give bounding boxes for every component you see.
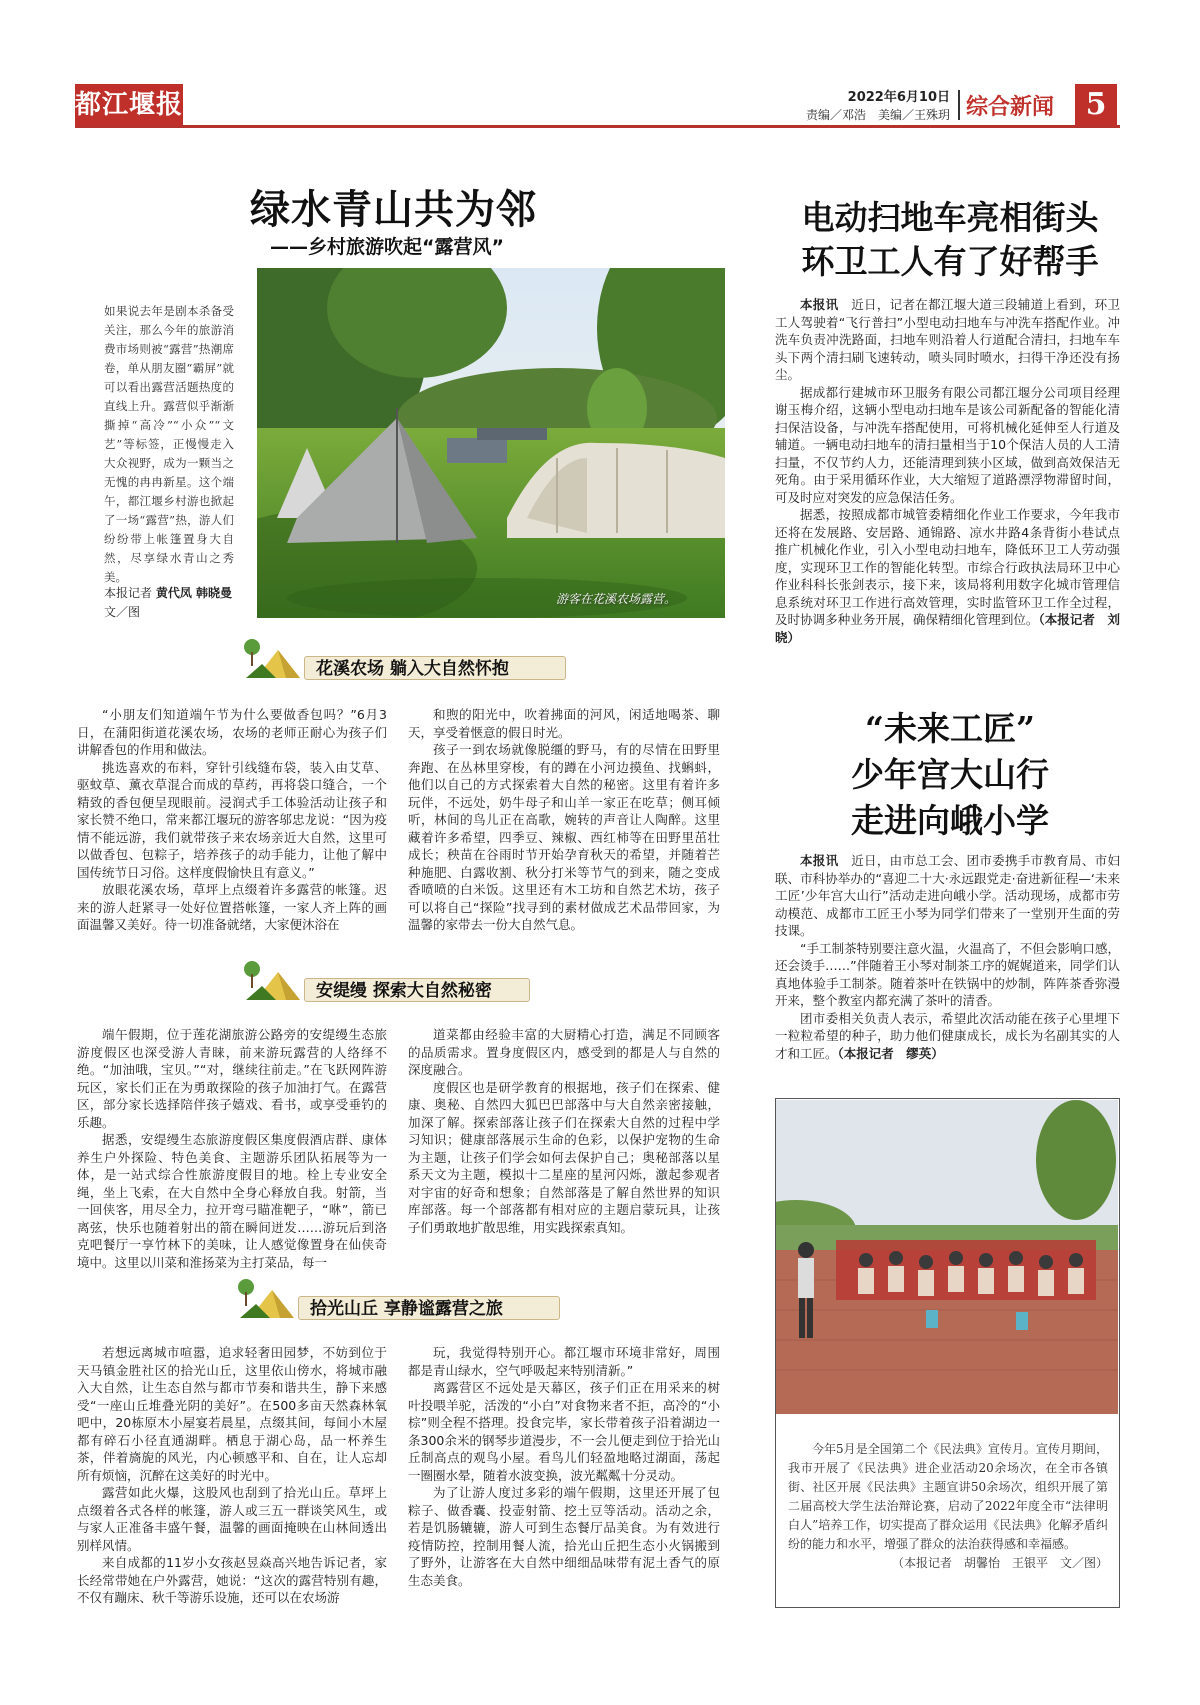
section-heading-antiman [238,960,568,1004]
issue-date: 2022年6月10日 [847,90,950,105]
section-heading-shiguang [232,1278,572,1322]
section-title: 安缇缦 探索大自然秘密 [316,981,492,1001]
main-lead: 如果说去年是剧本杀备受关注，那么今年的旅游消费市场则被“露营”热潮席卷，单从朋友圈“霸屏”就可以看出露营活题热度的直线上升。露营似乎渐渐撕掉“高冷”“小众”“文艺”等标签，正慢慢走入大众视野，成为一颗当之无愧的冉冉新星。这个端午，都江堰乡村游也掀起了一场“露营”热，游人们纷纷带上帐篷置身大自然，尽享绿水青山之秀美。 [104,304,234,584]
section1-right-column: 和煦的阳光中，吹着拂面的河风，闲适地喝茶、聊天，享受着惬意的假日时光。 孩子一到农场就像脱缰的野马，有的尽情在田野里奔跑、在丛林里穿梭，有的蹲在小河边摸鱼、找蝌蚪，他们以自己的方式探索着大自然的秘密。这里有着许多玩伴，不远处，奶牛母子和山羊一家正在吃草；侧耳倾听，林间的鸟儿正在高歌，婉转的声音让人陶醉。这里藏着许多希望，四季豆、辣椒、西红柿等在田野里茁壮成长；秧苗在谷雨时节开始孕育秋天的希望，并随着芒种施肥、白露收割、秋分打米等节气的到来，随之变成香喷喷的白米饭。这里还有木工坊和自然艺术坊，孩子可以将自己“探险”找寻到的素材做成艺术品带回家，为温馨的家带去一份大自然气息。 [408,707,720,932]
story2-headline: 电动扫地车亮相街头 环卫工人有了好帮手 [801,198,1099,281]
section-title: 拾光山丘 享静谧露营之旅 [310,1299,503,1319]
story3-body: 本报讯 近日，由市总工会、团市委携手市教育局、市妇联、市科协举办的“喜迎二十大·永远跟党走·奋进新征程—‘未来工匠’少年宫大山行”活动走进向峨小学。活动现场，成都市劳动模范、成都市工匠王小琴为同学们带来了一堂别开生面的劳技课。 “手工制茶特别要注意火温，火温高了，不但会影响口感，还会烫手……”伴随着王小琴对制茶工序的娓娓道来，同学们认真地体验手工制茶。随着茶叶在铁锅中的炒制，阵阵茶香弥漫开来，整个教室内都充满了茶叶的清香。 团市委相关负责人表示，希望此次活动能在孩子心里埋下一粒粒希望的种子，助力他们健康成长，成长为名副其实的人才和工匠。（本报记者 缪英） [775,853,1120,1061]
section3-right-column: 玩，我觉得特别开心。都江堰市环境非常好，周围都是青山绿水，空气呼吸起来特别清新。” 离露营区不远处是天幕区，孩子们正在用采来的树叶投喂羊驼，活泼的“小白”对食物来者不拒，高冷的“小棕”则全程不搭理。投食完毕，家长带着孩子沿着湖边一条300余米的钢琴步道漫步，不一会儿便走到位于拾光山丘制高点的观鸟小屋。看鸟儿们轻盈地略过湖面，荡起一圈圈水晕，随着水波变换，波光粼粼十分灵动。 为了让游人度过多彩的端午假期，这里还开展了包粽子、做香囊、投壶射箭、挖土豆等活动。活动之余，若是饥肠辘辘，游人可到生态餐厅品美食。为有效进行疫情防控，控制用餐人流，拾光山丘把生态小火锅搬到了野外，让游客在大自然中细细品味带有泥土香气的原生态美食。 [408,1345,720,1588]
photo-story-caption: 今年5月是全国第二个《民法典》宣传月。宣传月期间，我市开展了《民法典》进企业活动20余场次，在全市各镇街、社区开展《民法典》主题宣讲50余场次，组织开展了第二届高校大学生法治辩论赛，启动了2022年度全市“法律明白人”培养工作，切实提高了群众运用《民法典》化解矛盾纠纷的能力和水平，增强了群众的法治获得感和幸福感。 （本报记者 胡馨怡 王银平 文／图） [788,1440,1108,1573]
tent-icon [232,1278,302,1322]
section-title: 花溪农场 躺入大自然怀抱 [316,659,509,679]
story3-headline: “未来工匠” 少年宫大山行 走进向峨小学 [851,709,1049,840]
photo-story-credit: （本报记者 胡馨怡 王银平 文／图） [891,1556,1108,1570]
tent-icon [238,960,308,1004]
camping-photo-caption: 游客在花溪农场露营。 [556,592,677,606]
main-subheadline: ——乡村旅游吹起“露营风” [270,236,504,258]
masthead-rule [75,82,1120,128]
section2-right-column: 道菜都由经验丰富的大厨精心打造，满足不同顾客的品质需求。置身度假区内，感受到的都是人与自然的深度融合。 度假区也是研学教育的根据地，孩子们在探索、健康、奥秘、自然四大狐巴巴部落中与大自然亲密接触，加深了解。探索部落让孩子们在探索大自然的过程中学习知识；健康部落展示生命的色彩，以保护宠物的生命为主题，让孩子们学会如何去保护自己；奥秘部落以星系天文为主题，模拟十二星座的星河闪烁，激起参观者对宇宙的好奇和想象；自然部落是了解自然世界的知识库部落。每一个部落都有相对应的主题启蒙玩具，让孩子们勇敢地扩散思维，用实践探索真知。 [408,1027,720,1235]
story2-body: 本报讯 近日，记者在都江堰大道三段辅道上看到，环卫工人驾驶着“飞行普扫”小型电动扫地车与冲洗车搭配作业。冲洗车负责冲洗路面，扫地车则沿着人行道配合清扫，扫地车车头下两个清扫刷飞速转动，喷头同时喷水，扫得干净还没有扬尘。 据成都行建城市环卫服务有限公司都江堰分公司项目经理谢玉梅介绍，这辆小型电动扫地车是该公司新配备的智能化清扫保洁设备，与冲洗车搭配使用，可将机械化延伸至人行道及辅道。一辆电动扫地车的清扫量相当于10个保洁人员的人工清扫量，不仅节约人力，还能清理到狭小区域，做到高效保洁无死角。由于采用循环作业，大大缩短了道路漂浮物滞留时间，可及时应对突发的应急保洁任务。 据悉，按照成都市城管委精细化作业工作要求，今年我市还将在发展路、安居路、通锦路、凉水井路4条背街小巷试点推广机械化作业，引入小型电动扫地车，降低环卫工人劳动强度，实现环卫工作的智能化转型。市综合行政执法局环卫中心作业科科长张剑表示，接下来，该局将利用数字化城市管理信息系统对环卫工作进行高效管理，实时监管环卫工作全过程，及时协调多种业务开展，确保精细化管理到位。（本报记者 刘晓） [775,297,1120,645]
section-name: 综合新闻 [966,95,1055,120]
masthead-divider [958,90,960,120]
newspaper-logo: 都江堰报 [75,84,183,126]
section-heading-huaxi [238,638,568,682]
page-number: 5 [1075,84,1117,126]
camping-photo [257,268,725,618]
editors: 责编／邓浩 美编／王殊玥 [805,108,950,122]
main-byline: 本报记者 黄代凤 韩晓曼 文／图 [104,586,233,619]
story3-credit: （本报记者 缪英） [837,1045,944,1061]
section2-left-column: 端午假期，位于莲花湖旅游公路旁的安缇缦生态旅游度假区也深受游人青睐，前来游玩露营的人络绎不绝。“加油哦，宝贝。”“对，继续往前走。”在飞跃网阵游玩区，家长们正在为勇敢探险的孩子加油打气。在露营区，部分家长选择陪伴孩子嬉戏、看书，或享受垂钓的乐趣。 据悉，安缇缦生态旅游度假区集度假酒店群、康体养生户外探险、特色美食、主题游乐团队拓展等为一体，是一站式综合性旅游度假目的地。栓上专业安全绳，坐上飞索，在大自然中全身心释放自我。射箭，当一回侠客，用尽全力，拉开弯弓瞄准靶子，“咻”，箭已离弦，快乐也随着射出的箭在瞬间迸发……游玩后到洛克吧餐厅一享竹林下的美味，让人感觉像置身在仙侠奇境中。这里以川菜和淮扬菜为主打菜品，每一 [77,1027,387,1270]
main-headline: 绿水青山共为邻 [250,186,537,233]
section3-left-column: 若想远离城市喧嚣，追求轻奢田园梦，不妨到位于天马镇金胜社区的拾光山丘，这里依山傍水，将城市融入大自然，让生态自然与都市节奏和谐共生，静下来感受“一座山丘堆叠光阴的美好”。在500多亩天然森林氧吧中，20栋原木小屋宴若晨星，点缀其间，每间小木屋都有碎石小径直通湖畔。栖息于湖心岛，品一杯养生茶，伴着旖旎的风光，内心顿感平和、自在，让人忘却所有烦恼，沉醉在这美好的时光中。 露营如此火爆，这股风也刮到了拾光山丘。草坪上点缀着各式各样的帐篷，游人或三五一群谈笑风生，或与家人正准备丰盛午餐，温馨的画面掩映在山林间透出别样风情。 来自成都的11岁小女孩赵昱焱高兴地告诉记者，家长经常带她在户外露营，她说：“这次的露营特别有趣，不仅有蹦床、秋千等游乐设施，还可以在农场游 [77,1345,387,1605]
law-lecture-photo [776,1100,1118,1414]
story2-credit: （本报记者 刘晓） [775,612,1120,645]
section1-left-column: “小朋友们知道端午节为什么要做香包吗？”6月3日，在蒲阳街道花溪农场，农场的老师正耐心为孩子们讲解香包的作用和做法。 挑选喜欢的布料，穿针引线缝布袋，装入由艾草、驱蚊草、薰衣草混合而成的草药，再将袋口缝合，一个精致的香包便呈现眼前。浸润式手工体验活动让孩子和家长赞不绝口，常来都江堰玩的游客邬忠龙说：“因为疫情不能远游，我们就带孩子来农场亲近大自然，这里可以做香包、包粽子，培养孩子的动手能力，让他了解中国传统节日习俗。这样度假愉快且有意义。” 放眼花溪农场，草坪上点缀着许多露营的帐篷。迟来的游人赶紧寻一处好位置搭帐篷，一家人齐上阵的画面温馨又美好。待一切准备就绪，大家便沐浴在 [77,707,387,932]
tent-icon [238,638,308,682]
